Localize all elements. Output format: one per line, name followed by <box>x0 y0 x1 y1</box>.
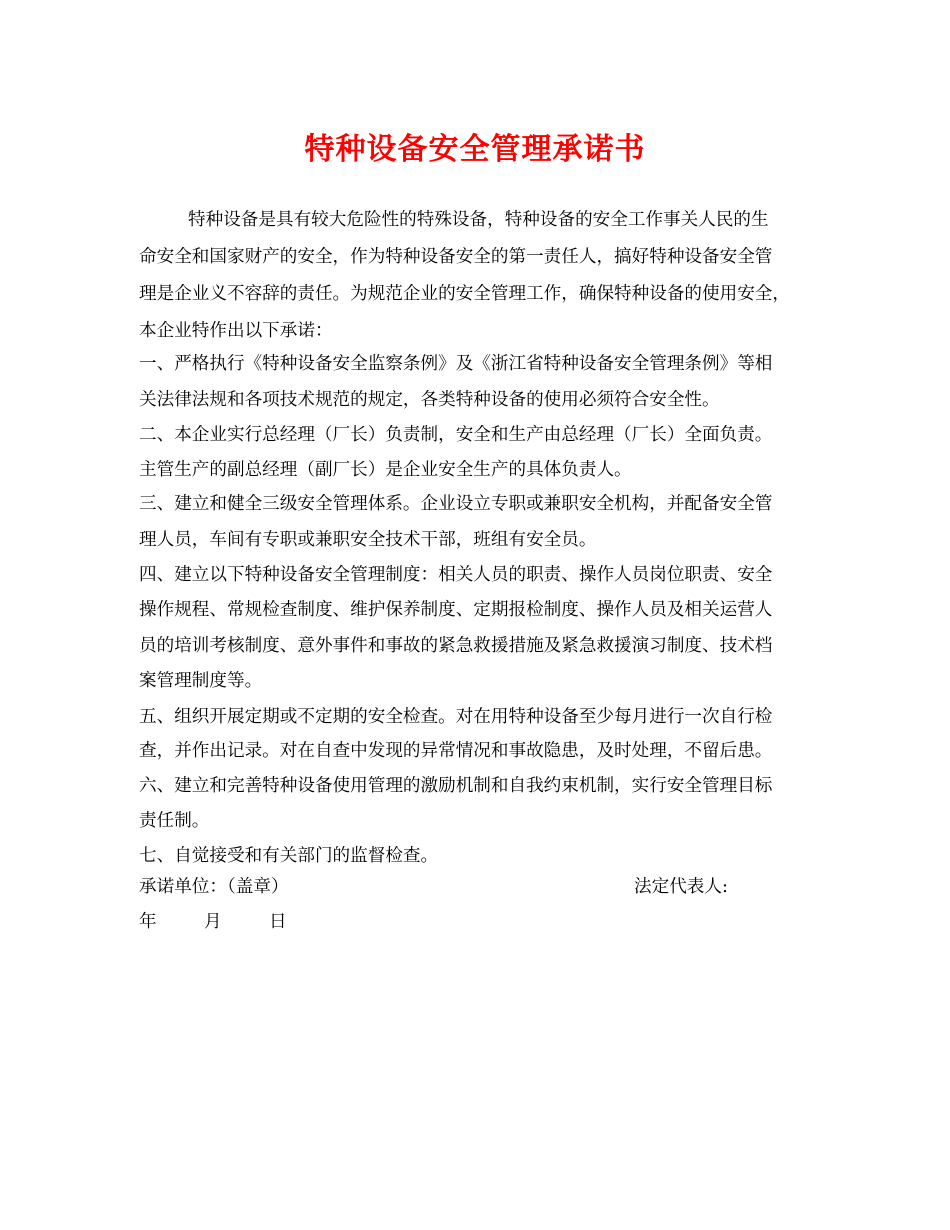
day-label: 日 <box>269 912 287 932</box>
body-line-6: 关法律法规和各项技术规范的规定，各类特种设备的使用必须符合安全性。 <box>139 390 720 410</box>
month-label: 月 <box>204 912 222 932</box>
body-line-7: 二、本企业实行总经理（厂长）负责制，安全和生产由总经理（厂长）全面负责。 <box>139 425 773 445</box>
legal-representative-label: 法定代表人: <box>634 877 728 897</box>
year-label: 年 <box>139 912 157 932</box>
body-line-1: 特种设备是具有较大危险性的特殊设备，特种设备的安全工作事关人民的生 <box>188 210 769 230</box>
body-line-8: 主管生产的副总经理（副厂长）是企业安全生产的具体负责人。 <box>139 460 632 480</box>
body-line-16: 查，并作出记录。对在自查中发现的异常情况和事故隐患，及时处理，不留后患。 <box>139 741 773 761</box>
body-line-15: 五、组织开展定期或不定期的安全检查。对在用特种设备至少每月进行一次自行检 <box>139 707 773 727</box>
promising-unit-label: 承诺单位：（盖章） <box>139 877 289 897</box>
body-line-13: 员的培训考核制度、意外事件和事故的紧急救援措施及紧急救援演习制度、技术档 <box>139 636 773 656</box>
body-line-5: 一、严格执行《特种设备安全监察条例》及《浙江省特种设备安全管理条例》等相 <box>139 354 773 374</box>
body-line-17: 六、建立和完善特种设备使用管理的激励机制和自我约束机制，实行安全管理目标 <box>139 776 773 796</box>
body-line-10: 理人员，车间有专职或兼职安全技术干部，班组有安全员。 <box>139 530 597 550</box>
body-line-11: 四、建立以下特种设备安全管理制度：相关人员的职责、操作人员岗位职责、安全 <box>139 565 773 585</box>
body-line-4: 本企业特作出以下承诺： <box>139 321 333 341</box>
body-line-2: 命安全和国家财产的安全，作为特种设备安全的第一责任人，搞好特种设备安全管 <box>139 247 773 267</box>
body-line-12: 操作规程、常规检查制度、维护保养制度、定期报检制度、操作人员及相关运营人 <box>139 600 773 620</box>
body-line-18: 责任制。 <box>139 811 210 831</box>
document-title: 特种设备安全管理承诺书 <box>304 132 646 167</box>
body-line-19: 七、自觉接受和有关部门的监督检查。 <box>139 846 439 866</box>
body-line-3: 理是企业义不容辞的责任。为规范企业的安全管理工作，确保特种设备的使用安全， <box>139 284 790 304</box>
body-line-14: 案管理制度等。 <box>139 671 263 691</box>
body-line-9: 三、建立和健全三级安全管理体系。企业设立专职或兼职安全机构，并配备安全管 <box>139 494 773 514</box>
